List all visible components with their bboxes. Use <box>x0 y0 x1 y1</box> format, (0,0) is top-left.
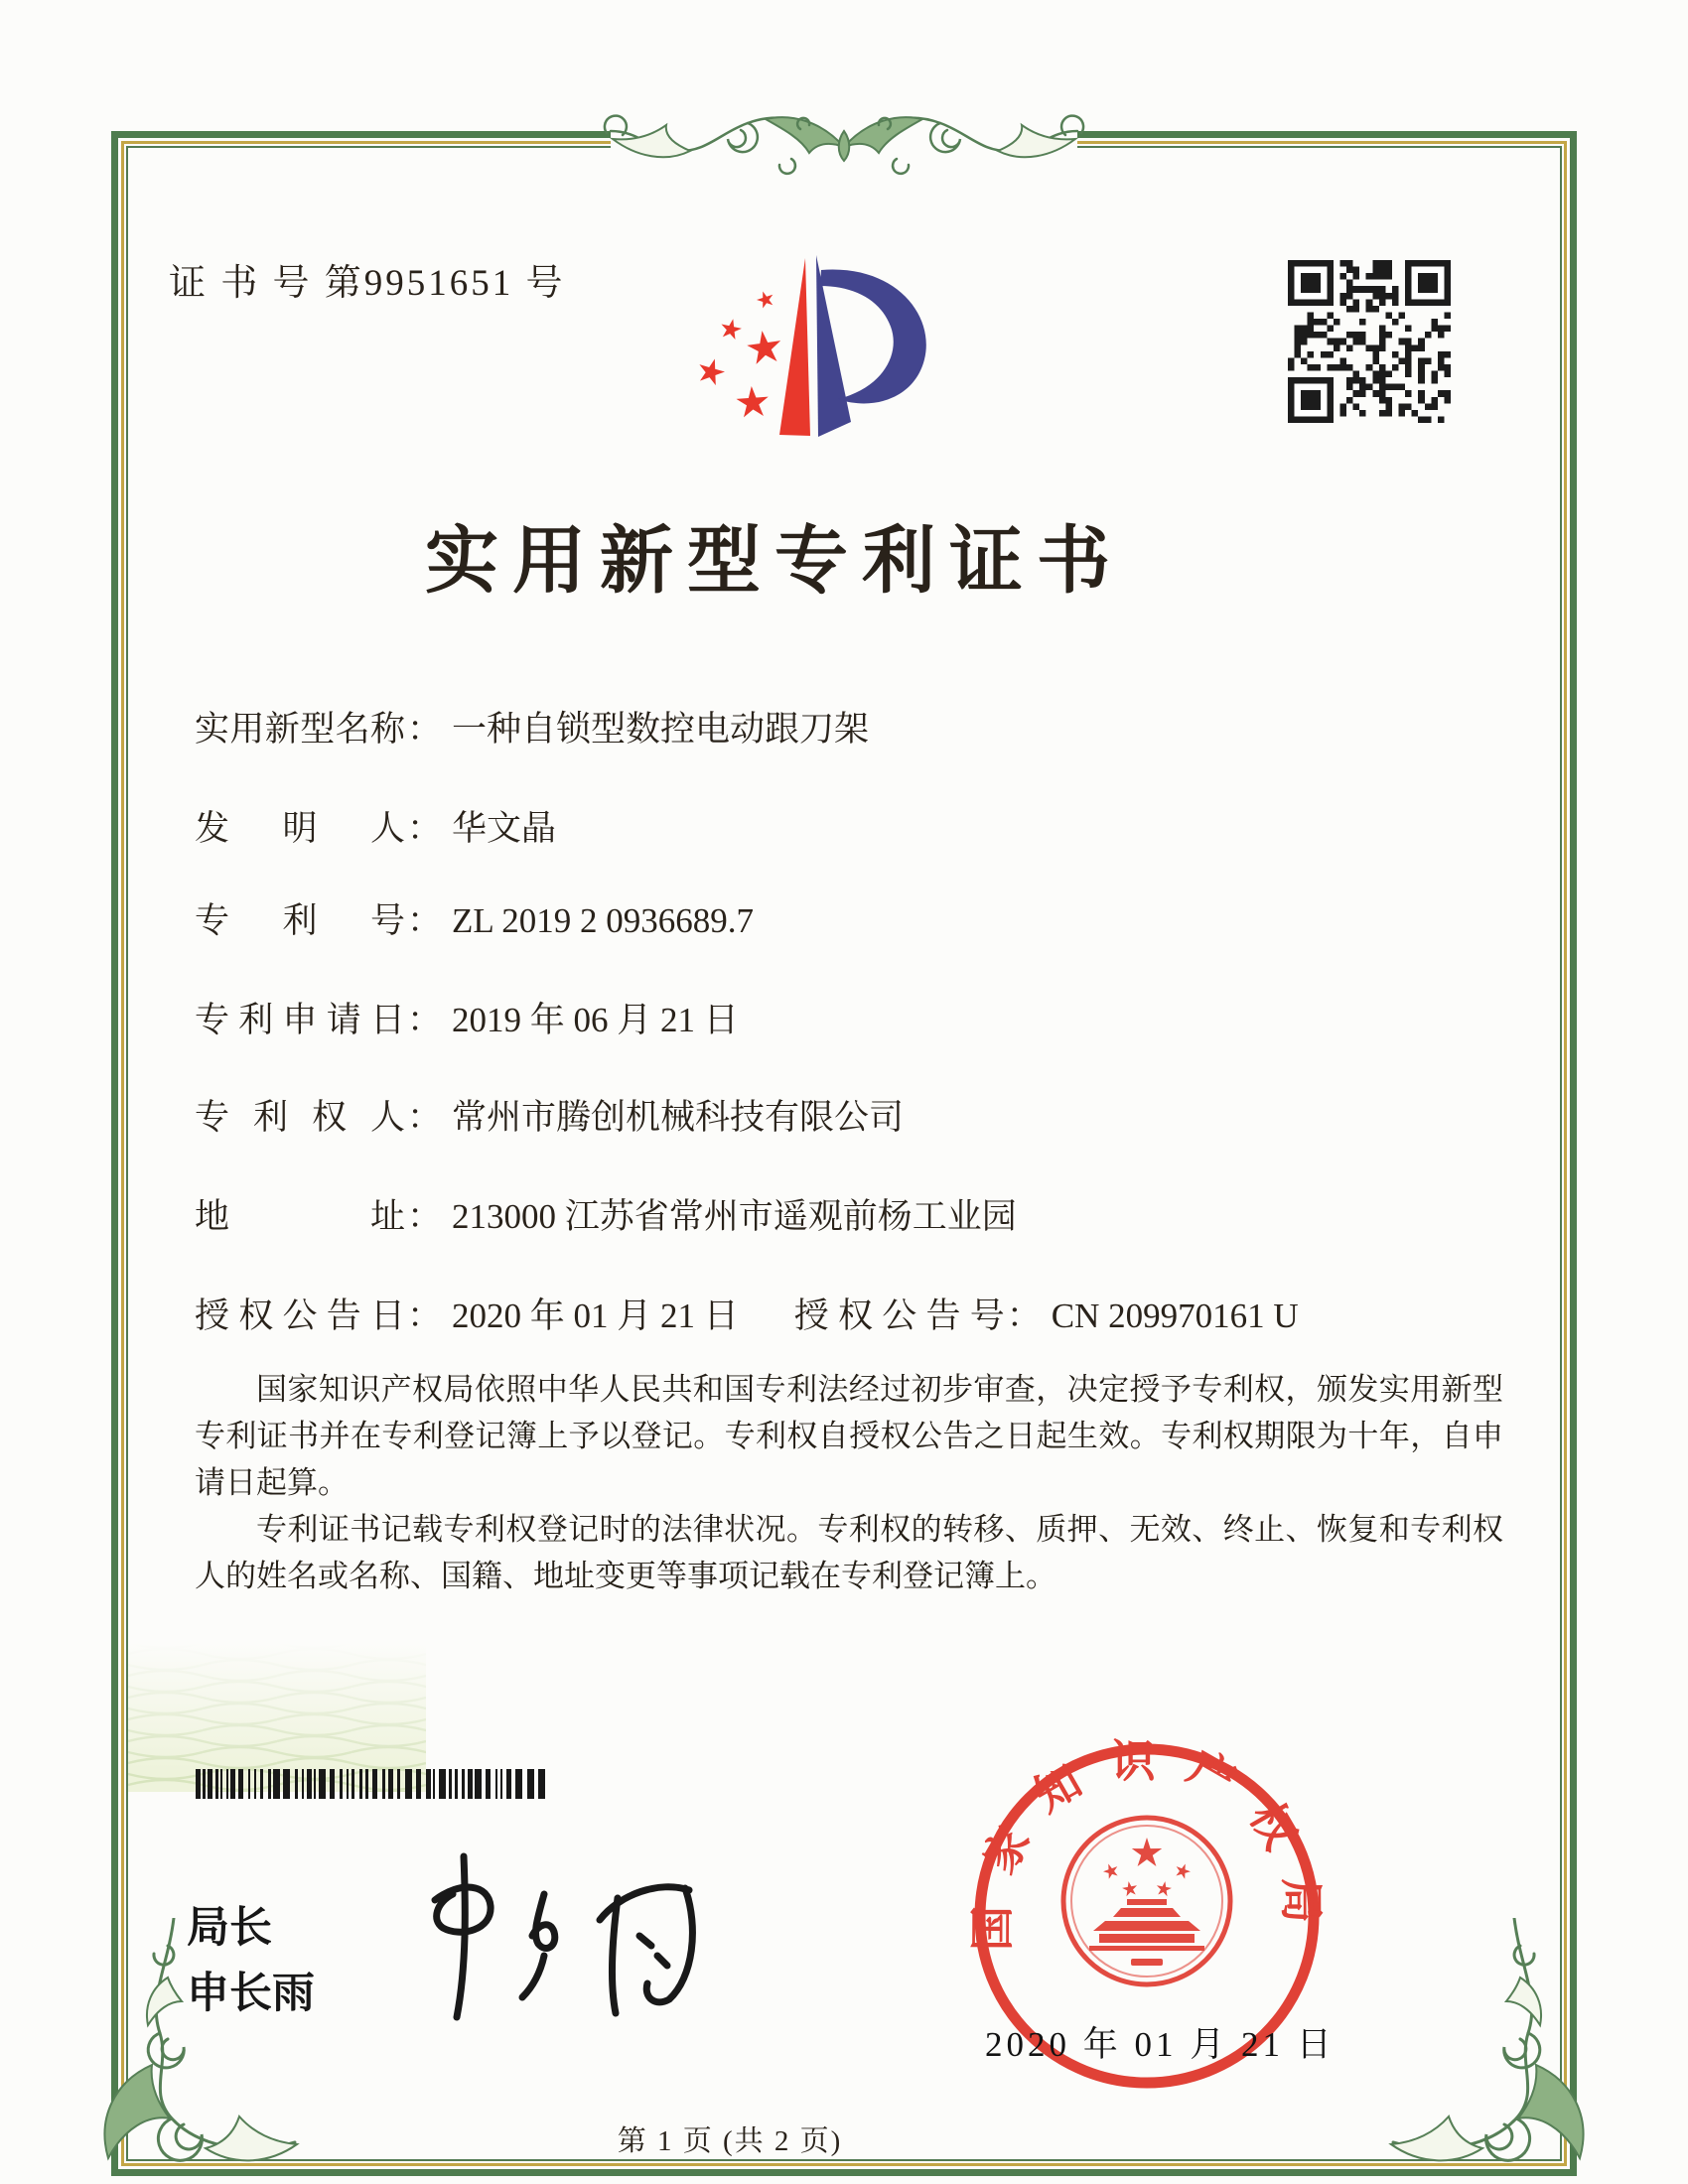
colon: ： <box>407 1098 443 1137</box>
director-name: 申长雨 <box>187 1970 315 2017</box>
legal-paragraph-2: 专利证书记载专利权登记时的法律状况。专利权的转移、质押、无效、终止、恢复和专利权人的姓名或名称、国籍、地址变更等事项记载在专利登记簿上。 <box>195 1512 1503 1593</box>
field-row-inventor <box>195 801 556 851</box>
field-label: 发明人 <box>195 809 405 848</box>
seal-ring-text: 国家知识产权局 <box>967 1736 1327 1952</box>
field-label: 专利申请日 <box>195 1001 405 1039</box>
field-row-application-date <box>195 993 739 1042</box>
colon: ： <box>407 1297 443 1335</box>
field-row-grant <box>195 1289 1299 1338</box>
colon: ： <box>407 809 443 848</box>
colon: ： <box>407 710 443 749</box>
director-title: 局长 <box>187 1904 272 1952</box>
qr-code <box>1288 260 1451 423</box>
colon: ： <box>407 901 443 940</box>
colon: ： <box>407 1001 443 1039</box>
certificate-title: 实用新型专利证书 <box>425 521 1124 603</box>
field-label: 专利号 <box>195 901 405 940</box>
field-value: CN 209970161 U <box>1051 1297 1299 1335</box>
seal-date: 2020 年 01 月 21 日 <box>985 2025 1336 2064</box>
field-value: 213000 江苏省常州市遥观前杨工业园 <box>452 1197 1017 1236</box>
field-value: 2019 年 06 月 21 日 <box>452 1001 739 1039</box>
colon: ： <box>1006 1297 1042 1335</box>
barcode <box>196 1769 551 1799</box>
field-value: 2020 年 01 月 21 日 <box>452 1297 739 1335</box>
legal-paragraph-1: 国家知识产权局依照中华人民共和国专利法经过初步审查，决定授予专利权，颁发实用新型专利证书并在专利登记簿上予以登记。专利权自授权公告之日起生效。专利权期限为十年，自申请日起算。 <box>195 1372 1503 1500</box>
certificate-content <box>111 131 1577 2176</box>
cnipa-logo-icon <box>645 230 963 469</box>
field-label: 地址 <box>195 1197 405 1236</box>
legal-body-text <box>195 1366 1503 1599</box>
field-value: 一种自锁型数控电动跟刀架 <box>452 710 870 749</box>
field-row-utility-model-name <box>195 702 869 751</box>
field-value: 常州市腾创机械科技有限公司 <box>452 1098 905 1137</box>
colon: ： <box>407 1197 443 1236</box>
field-value: ZL 2019 2 0936689.7 <box>452 901 754 940</box>
field-row-patent-number <box>195 893 754 943</box>
field-row-address <box>195 1189 1017 1239</box>
page-footer: 第 1 页 (共 2 页) <box>617 2125 843 2157</box>
field-label: 授权公告日 <box>195 1297 405 1335</box>
floral-border-ornament-top <box>581 91 1107 203</box>
director-signature-icon <box>369 1837 727 2035</box>
field-value: 华文晶 <box>452 809 557 848</box>
field-label: 授权公告号 <box>793 1297 1005 1335</box>
certificate-number: 证 书 号 第9951651 号 <box>169 263 566 304</box>
field-label: 实用新型名称 <box>195 710 405 749</box>
field-row-patentee <box>195 1090 904 1140</box>
field-label: 专利权人 <box>195 1098 405 1137</box>
